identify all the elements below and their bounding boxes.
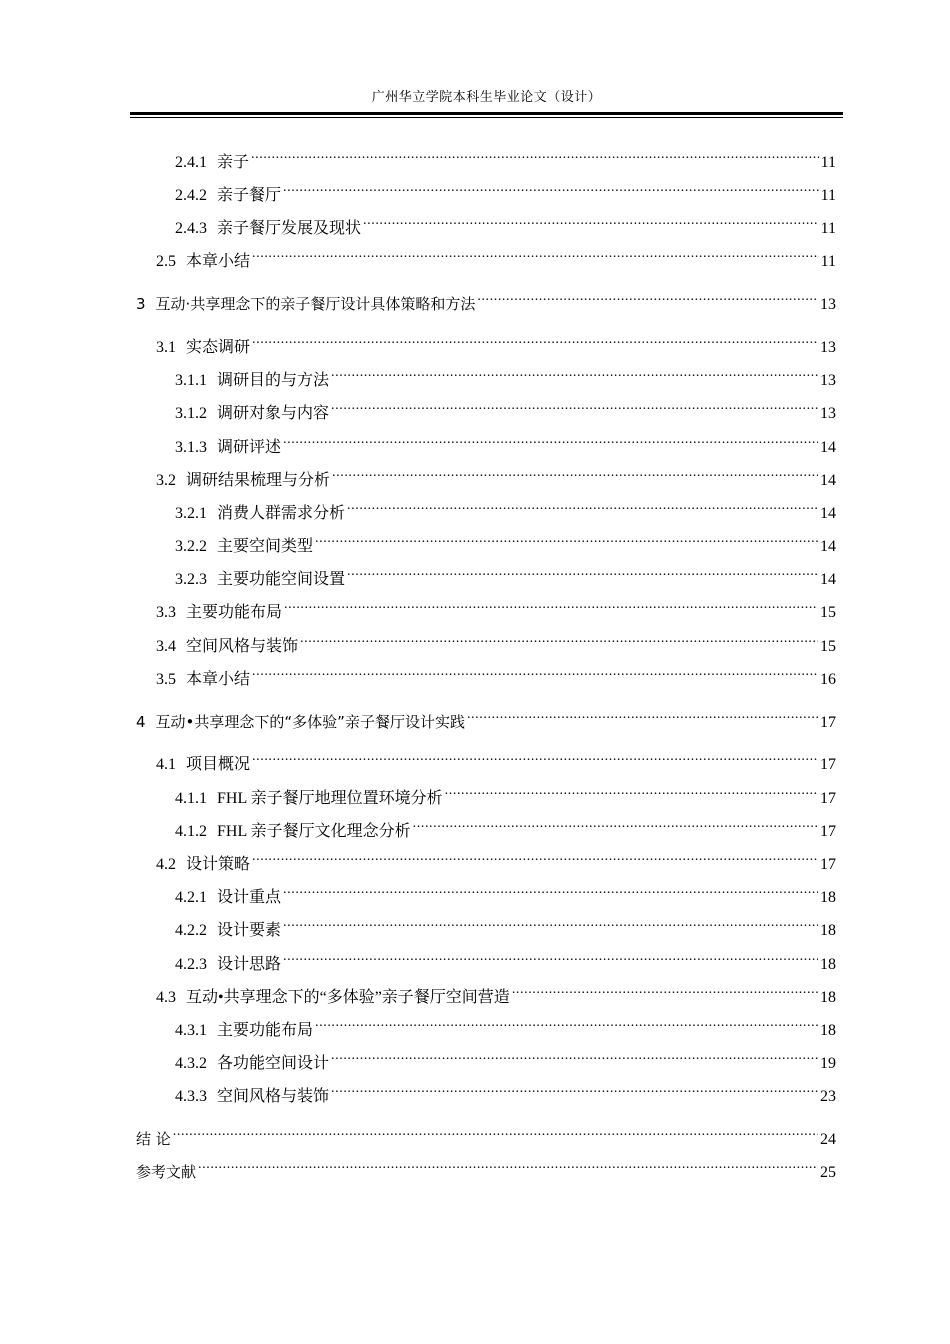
toc-dot-leader — [331, 1077, 818, 1101]
toc-dot-leader — [252, 660, 818, 684]
toc-entry-number: 3 — [136, 295, 146, 313]
toc-entry[interactable] — [136, 1153, 836, 1181]
toc-entry-title: 调研对象与内容 — [217, 405, 330, 422]
toc-entry-number: 4.3.2 — [175, 1055, 207, 1072]
toc-entry[interactable] — [175, 560, 836, 588]
toc-entry-number: 3.4 — [156, 638, 176, 655]
toc-entry[interactable] — [175, 1011, 836, 1039]
toc-entry-page: 17 — [820, 823, 836, 840]
toc-entry-title: 设计思路 — [217, 956, 282, 973]
toc-entry-page: 11 — [820, 220, 836, 237]
toc-entry-title: 调研评述 — [217, 439, 282, 456]
toc-entry[interactable] — [156, 745, 836, 773]
toc-entry[interactable] — [175, 1077, 836, 1105]
toc-entry[interactable] — [156, 461, 836, 489]
toc-dot-leader — [467, 703, 818, 727]
toc-entry-page: 23 — [820, 1088, 836, 1105]
toc-dot-leader — [198, 1153, 818, 1177]
toc-entry-page: 25 — [820, 1164, 836, 1181]
toc-dot-leader — [252, 845, 818, 869]
toc-entry-number: 2.4.2 — [175, 187, 207, 204]
toc-dot-leader — [252, 328, 818, 352]
toc-entry[interactable] — [175, 779, 836, 807]
toc-entry-page: 17 — [820, 756, 836, 773]
toc-entry-number: 3.1.3 — [175, 439, 207, 456]
toc-entry-page: 14 — [820, 439, 836, 456]
toc-entry-title: 互动•共享理念下的“多体验”亲子餐厅空间营造 — [186, 989, 510, 1006]
toc-entry-page: 15 — [820, 638, 836, 655]
toc-entry-page: 14 — [820, 538, 836, 555]
toc-dot-leader — [283, 176, 819, 200]
toc-entry-page: 13 — [820, 339, 836, 356]
toc-dot-leader — [252, 745, 818, 769]
toc-entry-number: 2.4.1 — [175, 154, 207, 171]
toc-entry-title: 参考文献 — [136, 1163, 197, 1181]
toc-entry[interactable] — [175, 209, 836, 237]
toc-entry[interactable] — [156, 242, 836, 270]
toc-entry[interactable] — [156, 593, 836, 621]
toc-entry[interactable] — [136, 703, 836, 731]
toc-dot-leader — [413, 812, 818, 836]
toc-entry-title: 本章小结 — [186, 253, 251, 270]
toc-entry-title: 设计重点 — [217, 889, 282, 906]
toc-dot-leader — [283, 911, 818, 935]
toc-entry-title: 亲子 — [217, 154, 250, 171]
toc-dot-leader — [332, 461, 818, 485]
toc-entry[interactable] — [175, 176, 836, 204]
toc-entry-page: 13 — [820, 372, 836, 389]
toc-dot-leader — [347, 560, 818, 584]
toc-entry-number: 3.3 — [156, 604, 176, 621]
toc-entry-number: 3.1.2 — [175, 405, 207, 422]
toc-entry-title: 设计策略 — [186, 856, 251, 873]
toc-entry-title: 亲子餐厅发展及现状 — [217, 220, 362, 237]
toc-entry-page: 18 — [820, 922, 836, 939]
toc-entry-number: 3.2.3 — [175, 571, 207, 588]
toc-dot-leader — [347, 494, 818, 518]
toc-entry[interactable] — [156, 978, 836, 1006]
toc-entry-title: 消费人群需求分析 — [217, 505, 346, 522]
toc-entry-page: 14 — [820, 472, 836, 489]
toc-entry-title: 设计要素 — [217, 922, 282, 939]
toc-dot-leader — [251, 143, 819, 167]
toc-entry-page: 11 — [820, 187, 836, 204]
toc-entry-title: 亲子餐厅 — [217, 187, 282, 204]
toc-entry[interactable] — [175, 143, 836, 171]
toc-entry[interactable] — [156, 328, 836, 356]
toc-entry[interactable] — [156, 660, 836, 688]
toc-dot-leader — [477, 285, 818, 309]
toc-dot-leader — [315, 527, 818, 551]
toc-entry-number: 4.2.3 — [175, 956, 207, 973]
toc-dot-leader — [252, 242, 819, 266]
toc-entry[interactable] — [175, 945, 836, 973]
toc-dot-leader — [283, 878, 818, 902]
toc-entry-number: 3.2.2 — [175, 538, 207, 555]
toc-dot-leader — [331, 394, 818, 418]
toc-entry-page: 19 — [820, 1055, 836, 1072]
toc-entry-title: 项目概况 — [186, 756, 251, 773]
toc-entry-page: 17 — [820, 790, 836, 807]
toc-entry-number: 4.1 — [156, 756, 176, 773]
toc-entry-number: 2.4.3 — [175, 220, 207, 237]
toc-entry[interactable] — [175, 812, 836, 840]
toc-entry-page: 18 — [820, 989, 836, 1006]
toc-dot-leader — [363, 209, 819, 233]
toc-entry-number: 4.1.1 — [175, 790, 207, 807]
toc-entry-page: 14 — [820, 505, 836, 522]
toc-entry-page: 14 — [820, 571, 836, 588]
toc-entry[interactable] — [156, 627, 836, 655]
toc-entry-number: 4.3.3 — [175, 1088, 207, 1105]
toc-entry-number: 3.2.1 — [175, 505, 207, 522]
toc-entry-title: FHL 亲子餐厅地理位置环境分析 — [217, 790, 443, 807]
toc-entry-number: 3.1 — [156, 339, 176, 356]
toc-entry[interactable] — [175, 878, 836, 906]
toc-entry[interactable] — [175, 911, 836, 939]
toc-entry-title: 结 论 — [136, 1130, 171, 1148]
toc-entry-title: 各功能空间设计 — [217, 1055, 330, 1072]
toc-entry-page: 18 — [820, 956, 836, 973]
toc-entry-number: 4.3.1 — [175, 1022, 207, 1039]
toc-entry[interactable] — [156, 845, 836, 873]
toc-entry-title: 主要功能布局 — [186, 604, 283, 621]
toc-entry[interactable] — [136, 1120, 836, 1148]
toc-entry-title: 主要功能空间设置 — [217, 571, 346, 588]
toc-dot-leader — [300, 627, 818, 651]
toc-entry-number: 4.1.2 — [175, 823, 207, 840]
toc-entry-number: 2.5 — [156, 253, 176, 270]
toc-entry-page: 11 — [820, 154, 836, 171]
toc-entry-number: 4.3 — [156, 989, 176, 1006]
toc-entry-title: 互动·共享理念下的亲子餐厅设计具体策略和方法 — [155, 295, 476, 313]
toc-entry-page: 18 — [820, 1022, 836, 1039]
toc-entry-title: 调研目的与方法 — [217, 372, 330, 389]
toc-entry-page: 13 — [820, 296, 836, 313]
toc-dot-leader — [315, 1011, 818, 1035]
toc-entry-number: 3.5 — [156, 671, 176, 688]
toc-entry-title: 实态调研 — [186, 339, 251, 356]
toc-entry-page: 24 — [820, 1131, 836, 1148]
toc-entry-page: 17 — [820, 714, 836, 731]
toc-entry-page: 18 — [820, 889, 836, 906]
toc-entry[interactable] — [136, 285, 836, 313]
toc-entry-title: 互动•共享理念下的“多体验”亲子餐厅设计实践 — [155, 713, 465, 731]
toc-entry-page: 15 — [820, 604, 836, 621]
toc-entry-number: 4.2.1 — [175, 889, 207, 906]
toc-dot-leader — [284, 593, 818, 617]
toc-entry-title: FHL 亲子餐厅文化理念分析 — [217, 823, 411, 840]
toc-entry-page: 17 — [820, 856, 836, 873]
toc-dot-leader — [512, 978, 818, 1002]
toc-entry[interactable] — [175, 394, 836, 422]
toc-entry-number: 3.1.1 — [175, 372, 207, 389]
toc-entry-number: 4 — [136, 713, 146, 731]
toc-entry-title: 本章小结 — [186, 671, 251, 688]
toc-dot-leader — [331, 1044, 818, 1068]
toc-dot-leader — [331, 361, 818, 385]
toc-entry-page: 16 — [820, 671, 836, 688]
toc-dot-leader — [283, 945, 818, 969]
toc-dot-leader — [283, 428, 818, 452]
toc-dot-leader — [173, 1120, 818, 1144]
toc-entry-title: 主要空间类型 — [217, 538, 314, 555]
toc-entry-title: 空间风格与装饰 — [186, 638, 299, 655]
header-rule-thin — [130, 117, 843, 118]
toc-entry[interactable] — [175, 527, 836, 555]
toc-entry-title: 主要功能布局 — [217, 1022, 314, 1039]
page-header: 广州华立学院本科生毕业论文（设计） — [371, 90, 602, 105]
toc-entry-page: 13 — [820, 405, 836, 422]
toc-entry-title: 空间风格与装饰 — [217, 1088, 330, 1105]
toc-entry[interactable] — [175, 1044, 836, 1072]
toc-entry[interactable] — [175, 361, 836, 389]
toc-dot-leader — [445, 779, 818, 803]
toc-entry-number: 4.2 — [156, 856, 176, 873]
toc-entry[interactable] — [175, 494, 836, 522]
toc-entry-page: 11 — [820, 253, 836, 270]
header-rule — [130, 112, 843, 115]
toc-entry[interactable] — [175, 428, 836, 456]
toc-entry-title: 调研结果梳理与分析 — [186, 472, 331, 489]
toc-entry-number: 4.2.2 — [175, 922, 207, 939]
toc-entry-number: 3.2 — [156, 472, 176, 489]
